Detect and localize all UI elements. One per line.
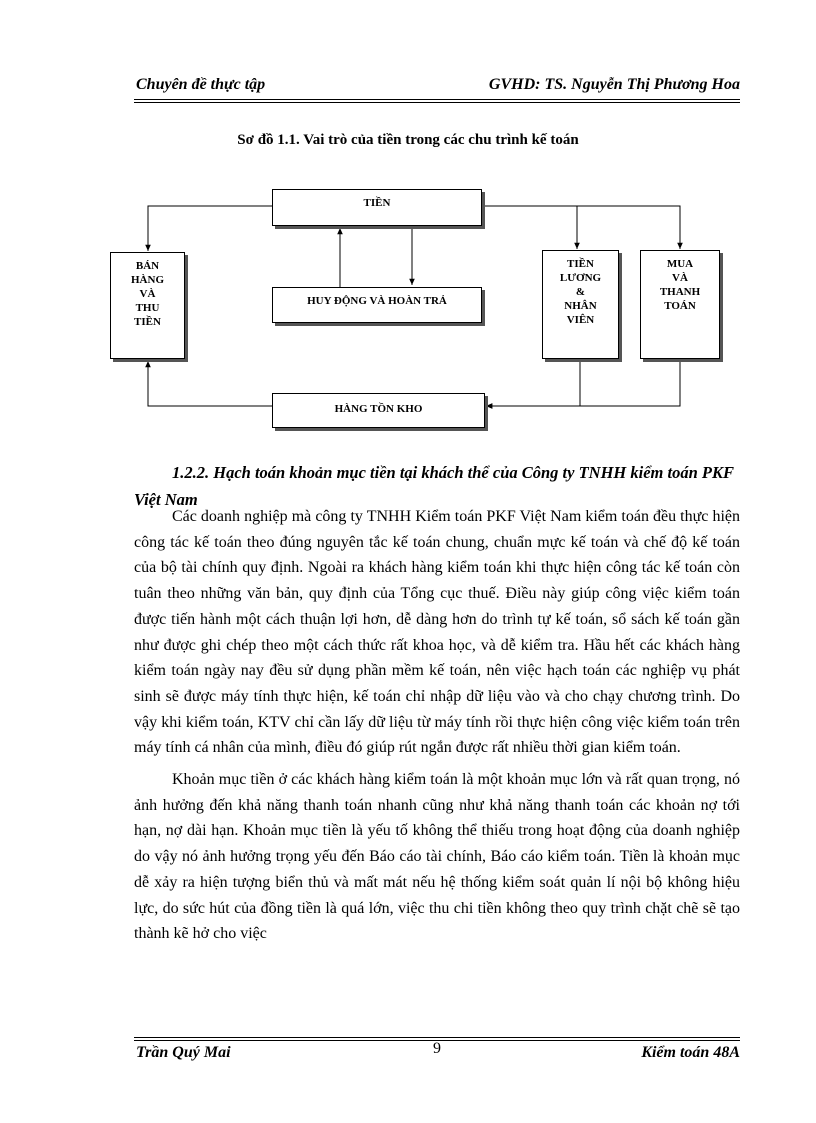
box-tien-luong: TIỀN LƯƠNG & NHÂN VIÊN <box>542 250 619 359</box>
box-hang-ton-kho: HÀNG TỒN KHO <box>272 393 485 428</box>
arrow-tien-to-mua <box>482 206 680 249</box>
arrow-tien-to-banhang <box>148 206 272 251</box>
arrow-hangtonkho-to-banhang <box>148 361 272 406</box>
box-mua: MUA VÀ THANH TOÁN <box>640 250 720 359</box>
paragraph: Các doanh nghiệp mà công ty TNHH Kiểm toán PKF Việt Nam kiểm toán đều thực hiện công tác kế toán theo đúng nguyên tắc kế toán chung, chuẩn mực kế toán và chế độ kế toán của bộ tài chính quy định. Ngoài ra khách hàng kiểm toán khi thực hiện công tác kế toán còn tuân theo những văn bản, quy định của Tổng cục thuế. Điều này giúp công việc kiểm toán được tiến hành một cách thuận lợi hơn, dễ dàng hơn do trình tự kế toán, sổ sách kế toán gần như được ghi chép theo một cách thức rất khoa học, và dễ kiểm tra. Hầu hết các khách hàng kiểm toán ngày nay đều sử dụng phần mềm kế toán, nên việc hạch toán các nghiệp vụ phát sinh sẽ được máy tính thực hiện, kế toán chỉ nhập dữ liệu vào và cho chạy chương trình. Do vậy khi kiểm toán, KTV chỉ cần lấy dữ liệu từ máy tính rồi thực hiện công việc kiểm toán trên máy tính cá nhân của mình, điều đó giúp rút ngắn được rất nhiều thời gian kiểm toán. <box>134 508 740 757</box>
arrow-mua-to-hangtonkho <box>486 360 680 406</box>
page-number: 9 <box>433 1040 441 1057</box>
footer-class: Kiểm toán 48A <box>641 1044 740 1061</box>
body-text <box>134 504 740 947</box>
paragraph: Khoản mục tiền ở các khách hàng kiểm toán là một khoản mục lớn và rất quan trọng, nó ảnh hưởng đến khả năng thanh toán nhanh cũng như khả năng thanh toán các khoản nợ tới hạn, nợ dài hạn. Khoản mục tiền là yếu tố không thể thiếu trong hoạt động của doanh nghiệp do vậy nó ảnh hưởng trọng yếu đến Báo cáo tài chính, Báo cáo kiểm toán. Tiền là khoản mục dễ xảy ra hiện tượng biển thủ và mất mát nếu hệ thống kiểm soát quản lí nội bộ không hiệu lực, do sức hút của đồng tiền là quá lớn, việc thu chi tiền không theo quy trình chặt chẽ sẽ tạo thành kẽ hở cho việc <box>134 771 740 943</box>
footer-rule-1 <box>134 1037 740 1038</box>
diagram-connectors <box>0 0 816 460</box>
arrow-tien-to-tienluong <box>482 206 577 249</box>
diagram-title: Sơ đồ 1.1. Vai trò của tiền trong các chu trình kế toán <box>237 132 579 148</box>
footer-author: Trần Quý Mai <box>136 1044 231 1061</box>
box-tien: TIỀN <box>272 189 482 226</box>
section-heading: 1.2.2. Hạch toán khoản mục tiền tại khách thể của Công ty TNHH kiểm toán PKF Việt Nam <box>134 463 734 509</box>
box-ban-hang: BÁN HÀNG VÀ THU TIỀN <box>110 252 185 359</box>
header-left: Chuyên đề thực tập <box>136 76 266 93</box>
page-footer <box>134 1040 740 1064</box>
box-huy-dong: HUY ĐỘNG VÀ HOÀN TRẢ <box>272 287 482 323</box>
arrow-tienluong-to-hangtonkho <box>486 360 580 406</box>
header-right: GVHD: TS. Nguyễn Thị Phương Hoa <box>488 76 740 93</box>
